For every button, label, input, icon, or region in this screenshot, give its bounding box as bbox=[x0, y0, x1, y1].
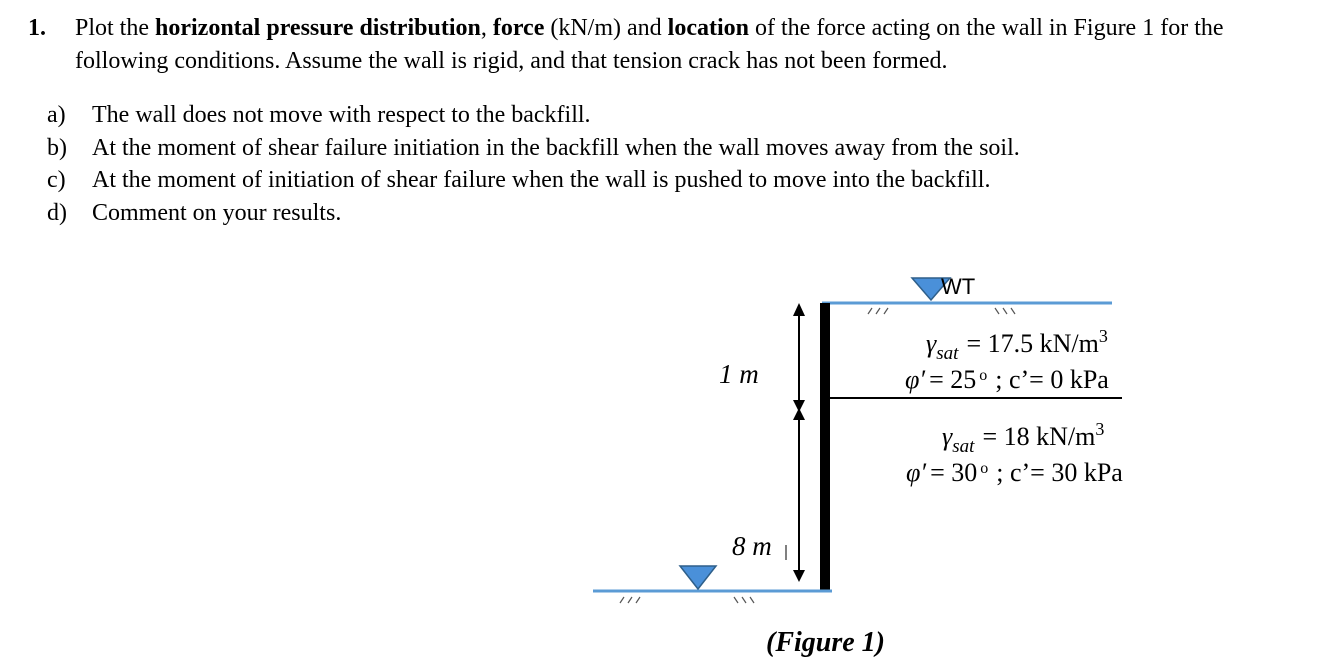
gamma-symbol: γ bbox=[926, 329, 937, 358]
sub-question-label: b) bbox=[47, 134, 67, 161]
cohesion-value: ; c’= 30 kPa bbox=[996, 458, 1123, 487]
phi-symbol: φ′ bbox=[906, 458, 927, 487]
gamma-value: = 18 kN/m bbox=[982, 422, 1096, 451]
figure-caption: (Figure 1) bbox=[766, 627, 885, 658]
question-text-bold: force bbox=[492, 15, 545, 41]
layer2-unit-weight bbox=[942, 419, 1104, 457]
question-text-bold: location bbox=[667, 15, 749, 41]
retaining-wall bbox=[820, 303, 830, 591]
question-text-part: Plot the bbox=[75, 15, 156, 41]
gamma-value: = 17.5 kN/m bbox=[966, 329, 1099, 358]
water-level-triangle-icon bbox=[680, 566, 716, 589]
layer1-unit-weight bbox=[926, 326, 1108, 364]
sub-question-text: The wall does not move with respect to the backfill. bbox=[92, 102, 591, 128]
layer2-friction-angle bbox=[906, 458, 1123, 487]
cohesion-value: ; c’= 0 kPa bbox=[995, 365, 1109, 394]
sub-question-label: c) bbox=[47, 167, 66, 193]
downstream-hatch-marks bbox=[620, 597, 754, 603]
gamma-subscript: sat bbox=[936, 343, 959, 364]
sub-question-text: At the moment of shear failure initiation in the backfill when the wall moves away from the soil. bbox=[92, 134, 1020, 161]
gamma-exponent: 3 bbox=[1098, 326, 1108, 346]
question-number: 1. bbox=[28, 15, 46, 41]
phi-value: = 30 bbox=[930, 458, 978, 487]
question-text-part: of the force acting on the wall in Figure 1 for the following conditions. Assume the wall is rigid, and that tension crack has not been formed. bbox=[75, 15, 1224, 74]
sub-question-text: At the moment of initiation of shear failure when the wall is pushed to move into the backfill. bbox=[92, 167, 991, 193]
sub-question-text: Comment on your results. bbox=[92, 199, 342, 226]
degree-symbol: o bbox=[979, 367, 988, 384]
sub-question-label: a) bbox=[47, 102, 66, 128]
question-text-part: , bbox=[480, 15, 493, 41]
sub-question-label: d) bbox=[47, 199, 67, 226]
phi-symbol: φ′ bbox=[905, 365, 926, 394]
dimension-label-top: 1 m bbox=[719, 359, 759, 389]
wt-label: WT bbox=[941, 274, 976, 299]
soil-hatch-marks bbox=[868, 308, 1015, 314]
dimension-label-bottom: 8 m bbox=[732, 531, 772, 561]
degree-symbol: o bbox=[980, 460, 989, 477]
gamma-exponent: 3 bbox=[1095, 419, 1105, 439]
gamma-symbol: γ bbox=[942, 422, 953, 451]
layer1-friction-angle bbox=[905, 365, 1109, 394]
phi-value: = 25 bbox=[929, 365, 977, 394]
question-text-part: (kN/m) and bbox=[544, 15, 668, 41]
gamma-subscript: sat bbox=[952, 436, 975, 457]
question-text-bold: horizontal pressure distribution bbox=[155, 15, 481, 41]
dimension-arrow bbox=[793, 303, 805, 582]
